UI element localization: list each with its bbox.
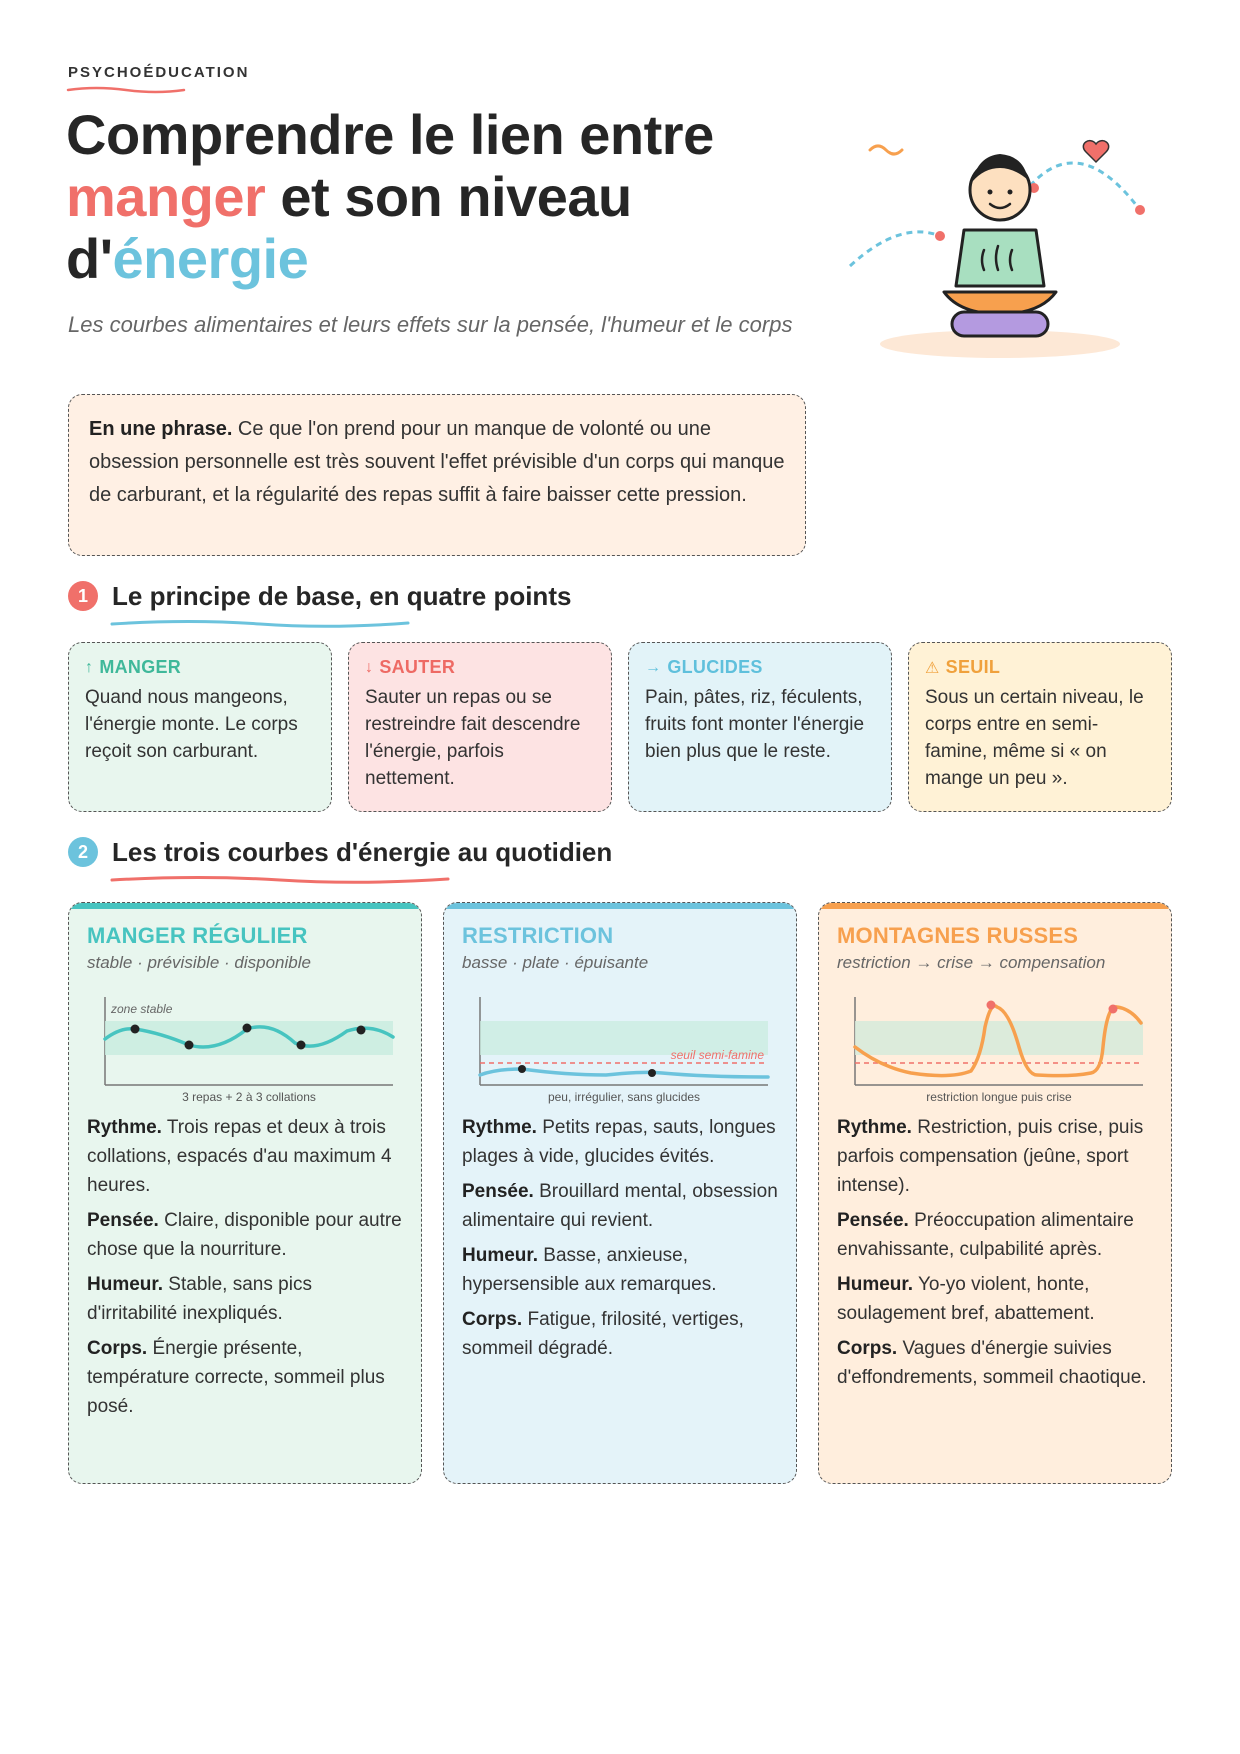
summary-lead: En une phrase. [89, 418, 233, 440]
row-rythme: Rythme. Trois repas et deux à trois collations, espacés d'au maximum 4 heures. [87, 1117, 392, 1196]
section-2-underline [110, 874, 450, 886]
point-card-glucides [628, 642, 892, 812]
mini-curve-regulier [91, 987, 401, 1107]
curve-card-title: MANGER RÉGULIER [87, 923, 308, 948]
curve-card-subtitle: restriction → crise → compensation [837, 953, 1106, 972]
section-1-header [68, 576, 571, 616]
curve-card-restriction [443, 902, 797, 1484]
section-2-number: 2 [68, 837, 98, 867]
mini-curve-restriction [466, 987, 776, 1107]
page-title [66, 104, 826, 290]
point-card-label: ↑ MANGER [85, 657, 182, 677]
arrow-right-icon: → [645, 658, 662, 676]
curve-card-topbar [444, 903, 796, 909]
summary-box [68, 394, 806, 556]
mini-curve-caption: 3 repas + 2 à 3 collations [182, 1090, 316, 1104]
eyebrow-underline [66, 84, 186, 96]
row-humeur: Humeur. Stable, sans pics d'irritabilité inexpliqués. [87, 1274, 312, 1324]
section-1-title: Le principe de base, en quatre points [112, 580, 572, 611]
curve-card-topbar [69, 903, 421, 909]
title-highlight-energie: énergie [112, 227, 309, 290]
section-1-number: 1 [68, 581, 98, 611]
curve-card-regulier [68, 902, 422, 1484]
row-rythme: Rythme. Petits repas, sauts, longues plages à vide, glucides évités. [462, 1117, 776, 1167]
point-card-manger [68, 642, 332, 812]
zone-stable-label: zone stable [111, 1002, 173, 1016]
section-2-header [68, 832, 612, 872]
curve-card-title: RESTRICTION [462, 923, 614, 948]
curve-card-topbar [819, 903, 1171, 909]
curve-card-subtitle: basse · plate · épuisante [462, 953, 649, 972]
row-pensee: Pensée. Préoccupation alimentaire envahissante, culpabilité après. [837, 1210, 1134, 1260]
title-line-1: Comprendre le lien entre [66, 103, 714, 166]
curve-card-title: MONTAGNES RUSSES [837, 923, 1079, 948]
mini-curve-caption: peu, irrégulier, sans glucides [547, 1090, 701, 1104]
row-humeur: Humeur. Yo-yo violent, honte, soulagement bref, abattement. [837, 1274, 1095, 1324]
point-card-label: ⚠ SEUIL [925, 657, 1001, 677]
point-card-sauter [348, 642, 612, 812]
point-card-text: Quand nous mangeons, l'énergie monte. Le corps reçoit son carburant. [85, 687, 298, 762]
curve-card-rows [462, 1113, 778, 1363]
warning-icon: ⚠ [925, 659, 940, 677]
row-rythme: Rythme. Restriction, puis crise, puis parfois compensation (jeûne, sport intense). [837, 1117, 1144, 1196]
curve-card-rows [87, 1113, 403, 1421]
section-2-title: Les trois courbes d'énergie au quotidien [112, 836, 613, 867]
threshold-label: seuil semi-famine [670, 1048, 764, 1062]
row-corps: Corps. Vagues d'énergie suivies d'effondrements, sommeil chaotique. [837, 1338, 1147, 1388]
title-line-2: et son niveau [265, 165, 632, 228]
person-illustration-icon [840, 130, 1160, 370]
title-line-3-prefix: d' [66, 227, 113, 290]
point-card-label: → GLUCIDES [645, 657, 763, 677]
row-pensee: Pensée. Brouillard mental, obsession alimentaire qui revient. [462, 1181, 778, 1231]
curve-card-rows [837, 1113, 1153, 1392]
row-pensee: Pensée. Claire, disponible pour autre chose que la nourriture. [87, 1210, 402, 1260]
curve-card-subtitle: stable · prévisible · disponible [87, 953, 311, 972]
mini-curve-montagnes [841, 987, 1151, 1107]
mini-curve-caption: restriction longue puis crise [926, 1090, 1072, 1104]
row-humeur: Humeur. Basse, anxieuse, hypersensible aux remarques. [462, 1245, 717, 1295]
summary-text: Ce que l'on prend pour un manque de volonté ou une obsession personnelle est très souvent l'effet prévisible d'un corps qui manque de carburant, et la régularité des repas suffit à faire baisser cette pression. [89, 418, 785, 506]
arrow-up-icon: ↑ [85, 658, 94, 676]
point-card-label: ↓ SAUTER [365, 657, 456, 677]
section-1-underline [110, 618, 410, 630]
page-subtitle: Les courbes alimentaires et leurs effets sur la pensée, l'humeur et le corps [68, 312, 793, 337]
point-card-seuil [908, 642, 1172, 812]
row-corps: Corps. Fatigue, frilosité, vertiges, sommeil dégradé. [462, 1309, 744, 1359]
point-card-text: Pain, pâtes, riz, féculents, fruits font monter l'énergie bien plus que le reste. [645, 687, 865, 762]
point-card-text: Sous un certain niveau, le corps entre en semi-famine, même si « on mange un peu ». [925, 687, 1144, 789]
point-card-text: Sauter un repas ou se restreindre fait descendre l'énergie, parfois nettement. [365, 687, 581, 789]
title-highlight-manger: manger [66, 165, 266, 228]
row-corps: Corps. Énergie présente, température correcte, sommeil plus posé. [87, 1338, 385, 1417]
arrow-down-icon: ↓ [365, 658, 374, 676]
eyebrow-label: PSYCHOÉDUCATION [68, 64, 250, 81]
curve-card-montagnes-russes [818, 902, 1172, 1484]
